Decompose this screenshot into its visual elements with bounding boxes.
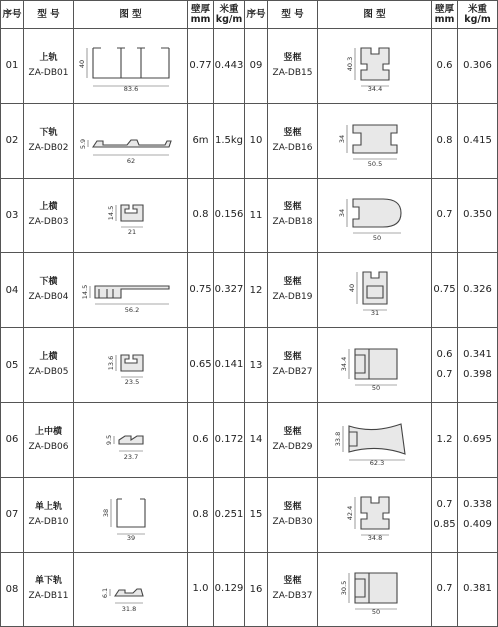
row-number: 07 (1, 477, 24, 552)
profile-figure (74, 477, 188, 552)
meter-weight-value: 0.306 (463, 59, 492, 71)
model-code: ZA-DB01 (28, 67, 69, 78)
dimension-height: 40 (347, 284, 356, 293)
dimension-width: 39 (126, 533, 135, 542)
curved-frame-profile-icon (325, 414, 425, 466)
model-name: 竖框 (283, 202, 302, 213)
meter-weight-value: 0.398 (463, 369, 492, 381)
profile-figure (318, 477, 432, 552)
meter-weight-value: 1.5kg (214, 134, 244, 146)
profile-figure (74, 103, 188, 178)
profile-figure (74, 253, 188, 328)
meter-weight (214, 328, 245, 403)
row-number: 16 (245, 552, 268, 627)
header-model: 型 号 (268, 1, 318, 29)
meter-weight (458, 552, 498, 627)
meter-weight (458, 29, 498, 104)
profile-figure (74, 552, 188, 627)
model-cell (268, 477, 318, 552)
row-number: 12 (245, 253, 268, 328)
model-code: ZA-DB04 (28, 292, 69, 303)
table-row (1, 328, 498, 403)
meter-weight-value: 0.695 (463, 433, 492, 445)
model-code: ZA-DB18 (272, 217, 313, 228)
model-cell (268, 328, 318, 403)
slot-frame-profile-icon (325, 115, 425, 167)
model-name: 下轨 (39, 127, 58, 138)
wall-thickness (188, 103, 214, 178)
dimension-height: 34 (337, 134, 346, 143)
meter-weight-value: 0.129 (214, 583, 244, 595)
box-frame-profile-icon (325, 339, 425, 391)
model-name: 竖框 (283, 426, 302, 437)
wall-thickness-value: 0.7 (436, 498, 453, 510)
dimension-height: 30.5 (339, 581, 348, 596)
square-frame-profile-icon (325, 264, 425, 316)
wall-thickness-value: 0.6 (436, 349, 453, 361)
wall-thickness-value: 0.7 (436, 369, 453, 381)
meter-weight (214, 178, 245, 253)
row-number: 06 (1, 402, 24, 477)
wall-thickness (188, 328, 214, 403)
profile-figure (318, 552, 432, 627)
wall-thickness (188, 477, 214, 552)
meter-weight (458, 178, 498, 253)
meter-weight-value: 0.415 (463, 134, 492, 146)
model-cell (268, 253, 318, 328)
model-name: 上横 (39, 352, 58, 363)
row-number: 08 (1, 552, 24, 627)
wall-thickness (432, 103, 458, 178)
model-code: ZA-DB06 (28, 441, 69, 452)
model-cell (24, 328, 74, 403)
rounded-frame-profile-icon (325, 189, 425, 241)
table-row (1, 552, 498, 627)
header-wall (188, 1, 214, 29)
model-code: ZA-DB29 (272, 441, 313, 452)
model-code: ZA-DB30 (272, 516, 313, 527)
notched-frame-profile-icon (325, 489, 425, 541)
meter-weight (214, 552, 245, 627)
meter-weight-value: 0.156 (214, 209, 244, 221)
model-code: ZA-DB37 (272, 591, 313, 602)
header-wall (432, 1, 458, 29)
model-code: ZA-DB27 (272, 367, 313, 378)
model-cell (24, 477, 74, 552)
header-figure: 图 型 (74, 1, 188, 29)
header-wall-unit: mm (190, 13, 211, 25)
meter-weight-value: 0.141 (214, 359, 244, 371)
dimension-width: 31.8 (121, 605, 136, 614)
wall-thickness-value: 0.75 (189, 284, 212, 296)
model-name: 下横 (39, 277, 58, 288)
meter-weight (458, 103, 498, 178)
model-name: 竖框 (283, 52, 302, 63)
wall-thickness (188, 402, 214, 477)
wall-thickness (432, 29, 458, 104)
dimension-height: 40 (77, 59, 86, 69)
header-weight (458, 1, 498, 29)
meter-weight (214, 402, 245, 477)
row-number: 02 (1, 103, 24, 178)
meter-weight (458, 402, 498, 477)
box-frame-profile-icon (325, 563, 425, 615)
header-wall-unit: mm (434, 13, 455, 25)
dimension-height: 5.9 (78, 138, 87, 149)
dimension-height: 9.5 (104, 434, 113, 446)
model-code: ZA-DB19 (272, 292, 313, 303)
dimension-width: 21 (127, 228, 136, 237)
wall-thickness (432, 253, 458, 328)
header-row (1, 1, 498, 29)
wall-thickness-value: 1.2 (436, 433, 453, 445)
model-cell (24, 178, 74, 253)
model-name: 上横 (39, 202, 58, 213)
profile-figure (318, 402, 432, 477)
meter-weight-value: 0.338 (463, 498, 492, 510)
meter-weight (214, 253, 245, 328)
dimension-width: 31 (370, 309, 379, 318)
profile-figure (318, 328, 432, 403)
header-figure: 图 型 (318, 1, 432, 29)
dimension-height: 33.8 (333, 431, 342, 447)
dimension-width: 34.8 (367, 533, 382, 542)
profile-figure (74, 402, 188, 477)
dimension-height: 34.4 (339, 356, 348, 372)
meter-weight-value: 0.251 (214, 508, 244, 520)
meter-weight-value: 0.341 (463, 349, 492, 361)
model-code: ZA-DB15 (272, 67, 313, 78)
model-name: 竖框 (283, 501, 302, 512)
model-cell (24, 552, 74, 627)
meter-weight-value: 0.172 (214, 433, 244, 445)
meter-weight (458, 253, 498, 328)
wall-thickness-value: 6m (192, 134, 209, 146)
model-code: ZA-DB05 (28, 367, 69, 378)
table-row (1, 253, 498, 328)
model-cell (24, 103, 74, 178)
model-code: ZA-DB02 (28, 142, 69, 153)
model-name: 上轨 (39, 52, 58, 63)
low-rail-profile-icon (78, 115, 181, 167)
dimension-width: 56.2 (124, 306, 139, 315)
dimension-height: 14.5 (80, 285, 89, 300)
row-number: 03 (1, 178, 24, 253)
wall-thickness-value: 0.75 (433, 284, 456, 296)
header-no: 序号 (245, 1, 268, 29)
profile-figure (318, 29, 432, 104)
wall-thickness-value: 0.6 (436, 59, 453, 71)
model-name: 竖框 (283, 277, 302, 288)
header-weight-unit: kg/m (215, 13, 243, 25)
wall-thickness (432, 328, 458, 403)
single-track-profile-icon (81, 489, 181, 541)
dimension-width: 50 (371, 608, 380, 617)
profile-figure (74, 328, 188, 403)
dimension-width: 62 (126, 156, 135, 165)
model-cell (24, 402, 74, 477)
table-row (1, 103, 498, 178)
wall-thickness-value: 0.8 (436, 134, 453, 146)
model-name: 竖框 (283, 127, 302, 138)
row-number: 09 (245, 29, 268, 104)
row-number: 13 (245, 328, 268, 403)
model-code: ZA-DB11 (28, 591, 69, 602)
small-rail-profile-icon (81, 339, 181, 391)
dimension-width: 62.3 (369, 458, 384, 467)
table-row (1, 402, 498, 477)
wall-thickness (188, 253, 214, 328)
row-number: 15 (245, 477, 268, 552)
wall-thickness (432, 402, 458, 477)
dimension-width: 34.4 (367, 84, 382, 93)
profile-figure (318, 103, 432, 178)
profile-figure (74, 178, 188, 253)
dimension-height: 34 (337, 209, 346, 218)
mid-rail-profile-icon (81, 414, 181, 466)
profile-figure (74, 29, 188, 104)
header-weight-unit: kg/m (464, 13, 491, 25)
meter-weight-value: 0.381 (463, 583, 492, 595)
wall-thickness (432, 477, 458, 552)
header-weight-label: 米重 (219, 3, 239, 15)
dimension-width: 23.5 (124, 378, 139, 387)
meter-weight (214, 29, 245, 104)
meter-weight-value: 0.409 (463, 518, 492, 530)
meter-weight-value: 0.327 (214, 284, 244, 296)
model-code: ZA-DB10 (28, 516, 69, 527)
single-low-rail-profile-icon (81, 563, 181, 615)
model-cell (268, 402, 318, 477)
model-cell (24, 29, 74, 104)
header-weight-label: 米重 (467, 3, 487, 15)
dimension-height: 38 (101, 508, 110, 517)
model-cell (268, 103, 318, 178)
dimension-width: 50 (371, 384, 380, 393)
meter-weight-value: 0.443 (214, 59, 244, 71)
model-name: 单上轨 (34, 501, 62, 512)
wall-thickness (432, 178, 458, 253)
dimension-height: 42.4 (345, 505, 354, 520)
model-cell (24, 253, 74, 328)
header-weight (214, 1, 245, 29)
wall-thickness (188, 552, 214, 627)
row-number: 05 (1, 328, 24, 403)
dimension-width: 83.6 (123, 84, 138, 93)
wall-thickness-value: 0.7 (436, 583, 453, 595)
row-number: 11 (245, 178, 268, 253)
row-number: 10 (245, 103, 268, 178)
model-cell (268, 552, 318, 627)
profile-figure (318, 178, 432, 253)
wall-thickness-value: 0.6 (192, 433, 209, 445)
wall-thickness-value: 0.8 (192, 209, 209, 221)
wall-thickness (432, 552, 458, 627)
dimension-width: 50.5 (367, 159, 382, 168)
model-code: ZA-DB03 (28, 217, 69, 228)
dimension-height: 40.3 (345, 56, 354, 72)
small-rail-profile-icon (81, 189, 181, 241)
row-number: 04 (1, 253, 24, 328)
header-model: 型 号 (24, 1, 74, 29)
wall-thickness (188, 29, 214, 104)
dimension-height: 6.1 (100, 588, 109, 599)
table-row (1, 178, 498, 253)
model-name: 单下轨 (34, 576, 62, 587)
flat-rail-profile-icon (81, 264, 181, 316)
wall-thickness-value: 0.77 (189, 59, 212, 71)
header-wall-label: 壁厚 (434, 3, 454, 15)
meter-weight-value: 0.326 (463, 284, 492, 296)
notched-frame-profile-icon (325, 40, 425, 92)
row-number: 01 (1, 29, 24, 104)
model-cell (268, 29, 318, 104)
header-wall-label: 壁厚 (190, 3, 210, 15)
wall-thickness-value: 0.85 (433, 518, 456, 530)
meter-weight-value: 0.350 (463, 209, 492, 221)
wall-thickness-value: 0.8 (192, 508, 209, 520)
wall-thickness-value: 0.65 (189, 359, 212, 371)
meter-weight (214, 103, 245, 178)
model-cell (268, 178, 318, 253)
meter-weight (458, 328, 498, 403)
dimension-width: 23.7 (123, 452, 138, 461)
meter-weight (214, 477, 245, 552)
row-number: 14 (245, 402, 268, 477)
model-name: 上中横 (34, 426, 62, 437)
profile-figure (318, 253, 432, 328)
wall-thickness (188, 178, 214, 253)
table-row (1, 477, 498, 552)
dimension-height: 13.6 (106, 355, 115, 371)
dimension-width: 50 (372, 234, 381, 243)
track-channel-profile-icon (77, 40, 181, 93)
model-name: 竖框 (283, 352, 302, 363)
header-no: 序号 (1, 1, 24, 29)
model-name: 竖框 (283, 576, 302, 587)
wall-thickness-value: 1.0 (192, 583, 209, 595)
meter-weight (458, 477, 498, 552)
model-code: ZA-DB16 (272, 142, 313, 153)
wall-thickness-value: 0.7 (436, 209, 453, 221)
table-row (1, 29, 498, 104)
dimension-height: 14.5 (106, 206, 115, 221)
